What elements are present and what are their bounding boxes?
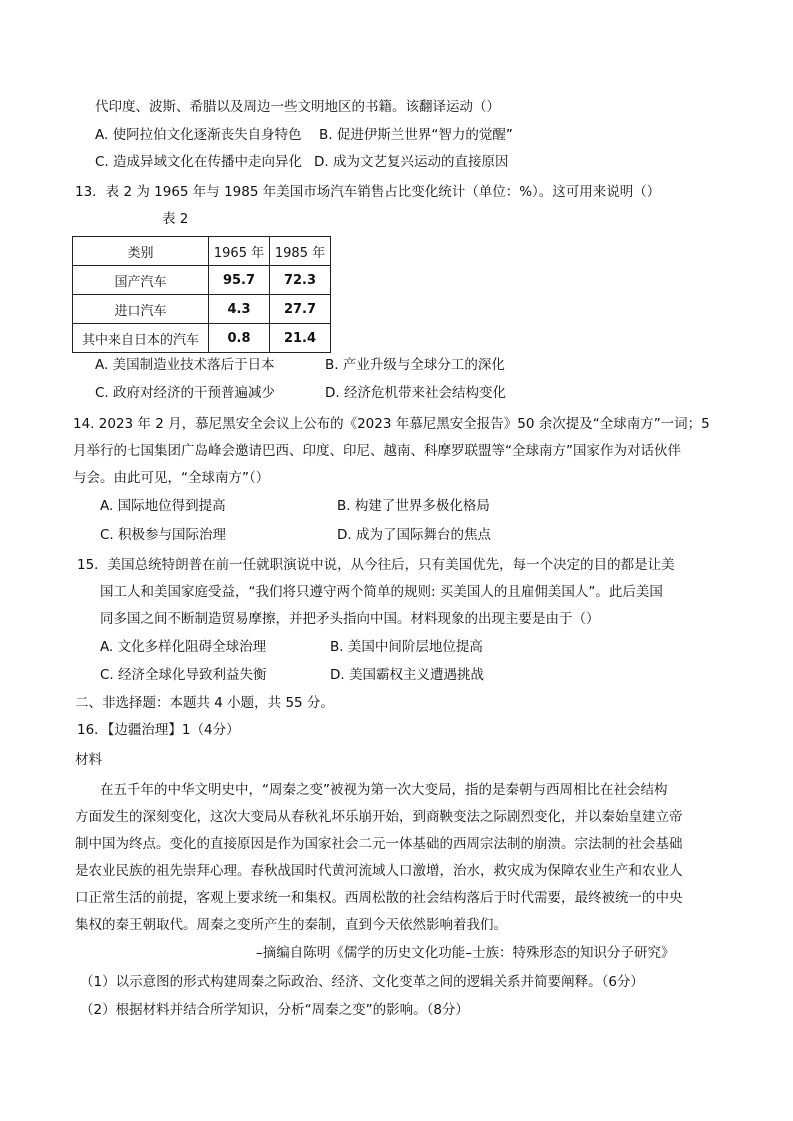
table-cell-value: 27.7 [270, 295, 331, 324]
q14-option-c: C. 积极参与国际治理 [100, 527, 227, 543]
table-header-cell: 1985 年 [270, 237, 331, 266]
q12-stem-tail: 代印度、波斯、希腊以及周边一些文明地区的书籍。该翻译运动（） [95, 99, 500, 115]
q13-stem: 13．表 2 为 1965 年与 1985 年美国市场汽车销售占比变化统计（单位：%）。这可用来说明（） [75, 184, 661, 200]
q14-option-a: A. 国际地位得到提高 [100, 498, 226, 514]
q15-option-b: B. 美国中间阶层地位提高 [330, 639, 483, 655]
q14-stem-line-2: 月举行的七国集团广岛峰会邀请巴西、印度、印尼、越南、科摩罗联盟等“全球南方”国家作为对话伙伴 [73, 443, 681, 459]
table-cell-value: 4.3 [209, 295, 270, 324]
table-row [73, 295, 331, 324]
q14-stem-line-1: 14. 2023 年 2 月，慕尼黑安全会议上公布的《2023 年慕尼黑安全报告》50 余次提及“全球南方”一词；5 [73, 416, 710, 432]
table-cell-category: 进口汽车 [73, 295, 209, 324]
table-row [73, 324, 331, 353]
q15-option-d: D. 美国霸权主义遭遇挑战 [330, 667, 484, 683]
q12-option-d: D. 成为文艺复兴运动的直接原因 [314, 154, 509, 170]
q12-option-b: B. 促进伊斯兰世界“智力的觉醒” [319, 127, 513, 143]
q16-title: 16．【边疆治理】1（4分） [77, 722, 240, 738]
q15-option-a: A. 文化多样化阻碍全球治理 [100, 639, 267, 655]
q13-option-a: A. 美国制造业技术落后于日本 [95, 357, 275, 373]
table-cell-value: 0.8 [209, 324, 270, 353]
q15-option-c: C. 经济全球化导致利益失衡 [100, 667, 267, 683]
q12-option-a: A. 使阿拉伯文化逐渐丧失自身特色 [95, 127, 302, 143]
q13-option-c: C. 政府对经济的干预普遍减少 [95, 385, 276, 401]
q16-sub-question-2: （2）根据材料并结合所学知识，分析“周秦之变”的影响。（8分） [80, 1002, 469, 1018]
table-cell-category: 国产汽车 [73, 266, 209, 295]
table-header-cell: 类别 [73, 237, 209, 266]
q15-stem-line-3: 同多国之间不断制造贸易摩擦，并把矛头指向中国。材料现象的出现主要是由于（） [100, 611, 600, 627]
q16-paragraph-line-3: 制中国为终点。变化的直接原因是作为国家社会二元一体基础的西周宗法制的崩溃。宗法制的社会基础 [75, 836, 683, 852]
q13-option-b: B. 产业升级与全球分工的深化 [325, 357, 505, 373]
table-cell-value: 95.7 [209, 266, 270, 295]
q16-sub-question-1: （1）以示意图的形式构建周秦之际政治、经济、文化变革之间的逻辑关系并简要阐释。（6分） [80, 974, 644, 990]
q14-option-b: B. 构建了世界多极化格局 [337, 498, 490, 514]
table-header-cell: 1965 年 [209, 237, 270, 266]
q16-paragraph-line-4: 是农业民族的祖先崇拜心理。春秋战国时代黄河流域人口激增，治水，救灾成为保障农业生产和农业人 [75, 863, 683, 879]
q12-option-c: C. 造成异域文化在传播中走向异化 [95, 154, 303, 170]
q14-stem-line-3: 与会。由此可见，“全球南方”（） [73, 470, 270, 486]
table-cell-value: 21.4 [270, 324, 331, 353]
section-2-heading: 二、非选择题：本题共 4 小题，共 55 分。 [75, 695, 334, 711]
table-row [73, 266, 331, 295]
q15-stem-line-2: 国工人和美国家庭受益，“我们将只遵守两个简单的规则: 买美国人的且雇佣美国人”。此后美国 [100, 584, 663, 600]
q16-paragraph-line-6: 集权的秦王朝取代。周秦之变所产生的秦制，直到今天依然影响着我们。 [75, 917, 507, 933]
q15-stem-line-1: 15．美国总统特朗普在前一任就职演说中说，从今往后，只有美国优先，每一个决定的目的都是让美 [77, 557, 675, 573]
table-header-row [73, 237, 331, 266]
q13-option-d: D. 经济危机带来社会结构变化 [325, 385, 506, 401]
table-cell-category: 其中来自日本的汽车 [73, 324, 209, 353]
q16-source-citation: –摘编自陈明《儒学的历史文化功能–士族：特殊形态的知识分子研究》 [256, 945, 675, 961]
q16-paragraph-line-2: 方面发生的深刻变化，这次大变局从春秋礼坏乐崩开始，到商鞅变法之际剧烈变化，并以秦始皇建立帝 [75, 809, 683, 825]
q14-option-d: D. 成为了国际舞台的焦点 [337, 527, 491, 543]
q13-table-caption: 表 2 [162, 211, 189, 227]
q16-material-label: 材料 [75, 752, 102, 768]
q16-paragraph-line-5: 口正常生活的前提，客观上要求统一和集权。西周松散的社会结构落后于时代需要，最终被统一的中央 [75, 890, 683, 906]
q16-paragraph-line-1: 在五千年的中华文明史中，“周秦之变”被视为第一次大变局，指的是秦朝与西周相比在社会结构 [100, 782, 668, 798]
table-cell-value: 72.3 [270, 266, 331, 295]
q13-data-table [72, 236, 331, 353]
